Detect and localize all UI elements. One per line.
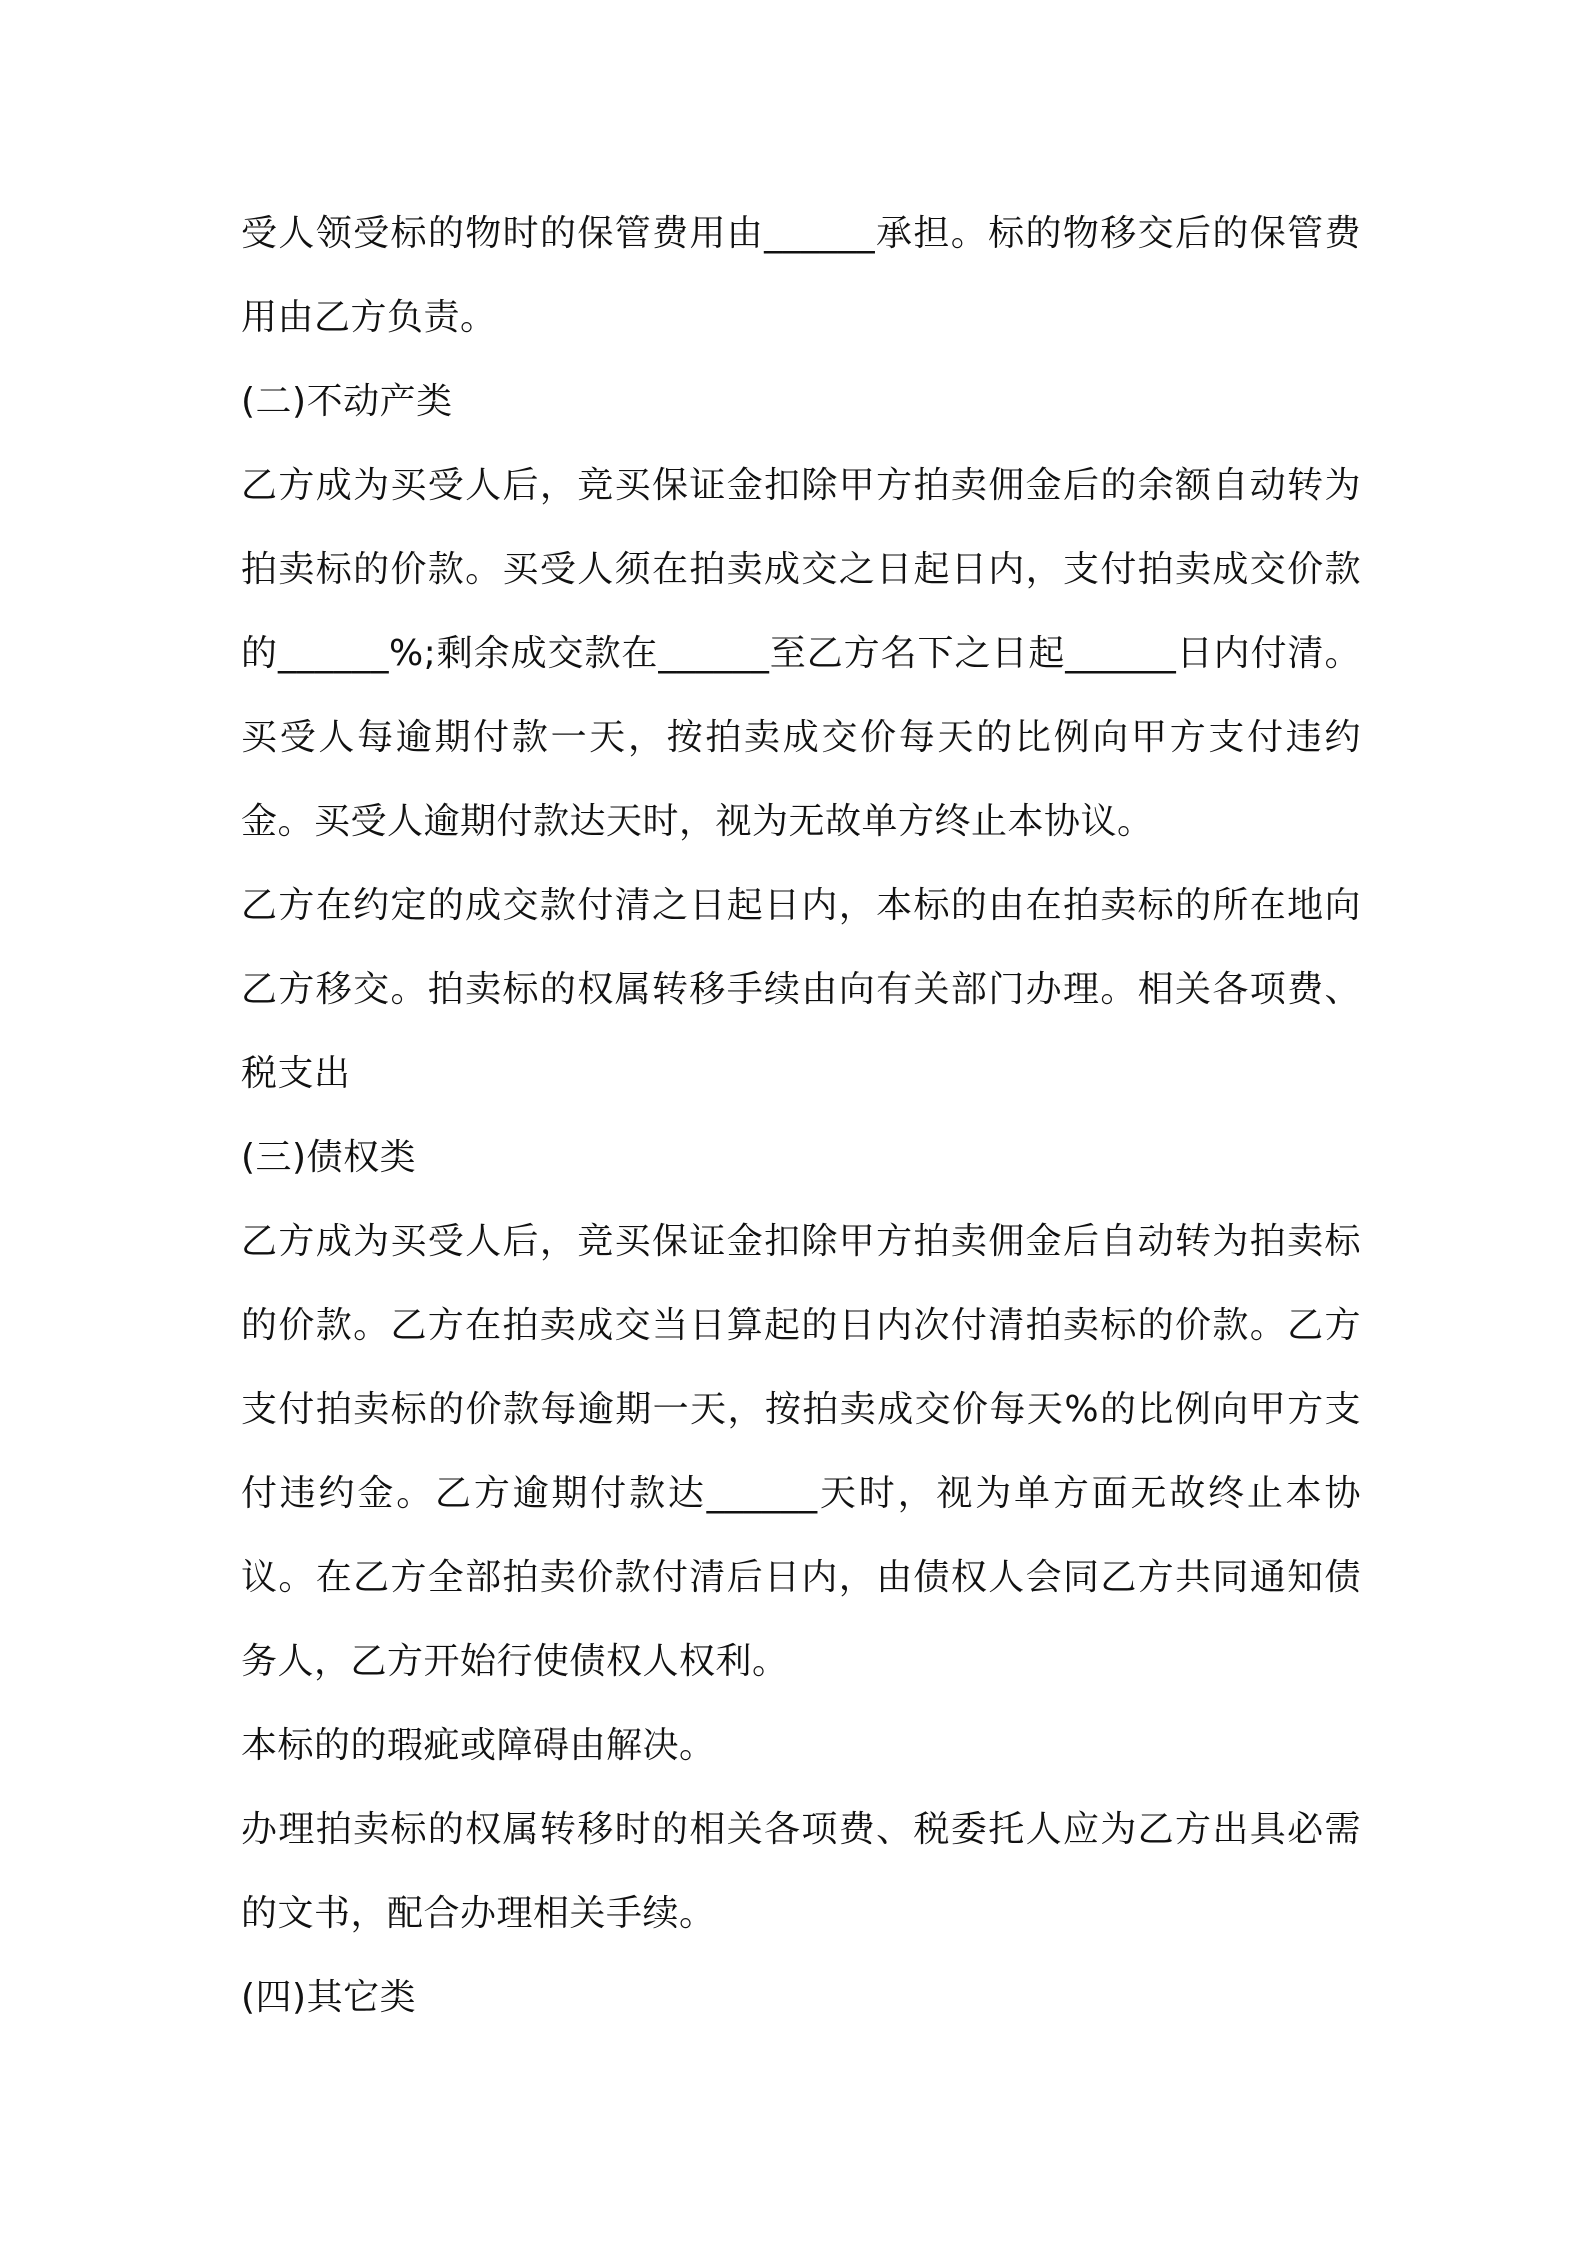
paragraph-defects: 本标的的瑕疵或障碍由解决。 bbox=[241, 1725, 716, 1766]
heading-other: (四)其它类 bbox=[241, 1977, 417, 2018]
heading-real-estate: (二)不动产类 bbox=[241, 381, 453, 422]
paragraph-storage-fee: 受人领受标的物时的保管费用由______承担。标的物移交后的保管费用由乙方负责。 bbox=[241, 213, 1361, 338]
document-body bbox=[241, 192, 1361, 2040]
paragraph-real-estate-payment: 乙方成为买受人后，竞买保证金扣除甲方拍卖佣金后的余额自动转为拍卖标的价款。买受人须在拍卖成交之日起日内，支付拍卖成交价款的______%;剩余成交款在______至乙方名下之日起______日内付清。买受人每逾期付款一天，按拍卖成交价每天的比例向甲方支付违约金。买受人逾期付款达天时，视为无故单方终止本协议。 bbox=[241, 465, 1361, 842]
heading-creditor-rights: (三)债权类 bbox=[241, 1137, 417, 1178]
paragraph-creditor-payment: 乙方成为买受人后，竞买保证金扣除甲方拍卖佣金后自动转为拍卖标的价款。乙方在拍卖成交当日算起的日内次付清拍卖标的价款。乙方支付拍卖标的价款每逾期一天，按拍卖成交价每天%的比例向甲方支付违约金。乙方逾期付款达______天时，视为单方面无故终止本协议。在乙方全部拍卖价款付清后日内，由债权人会同乙方共同通知债务人，乙方开始行使债权人权利。 bbox=[241, 1221, 1361, 1682]
paragraph-transfer-fees: 办理拍卖标的权属转移时的相关各项费、税委托人应为乙方出具必需的文书，配合办理相关手续。 bbox=[241, 1809, 1361, 1934]
paragraph-real-estate-transfer: 乙方在约定的成交款付清之日起日内，本标的由在拍卖标的所在地向乙方移交。拍卖标的权属转移手续由向有关部门办理。相关各项费、税支出 bbox=[241, 885, 1361, 1094]
